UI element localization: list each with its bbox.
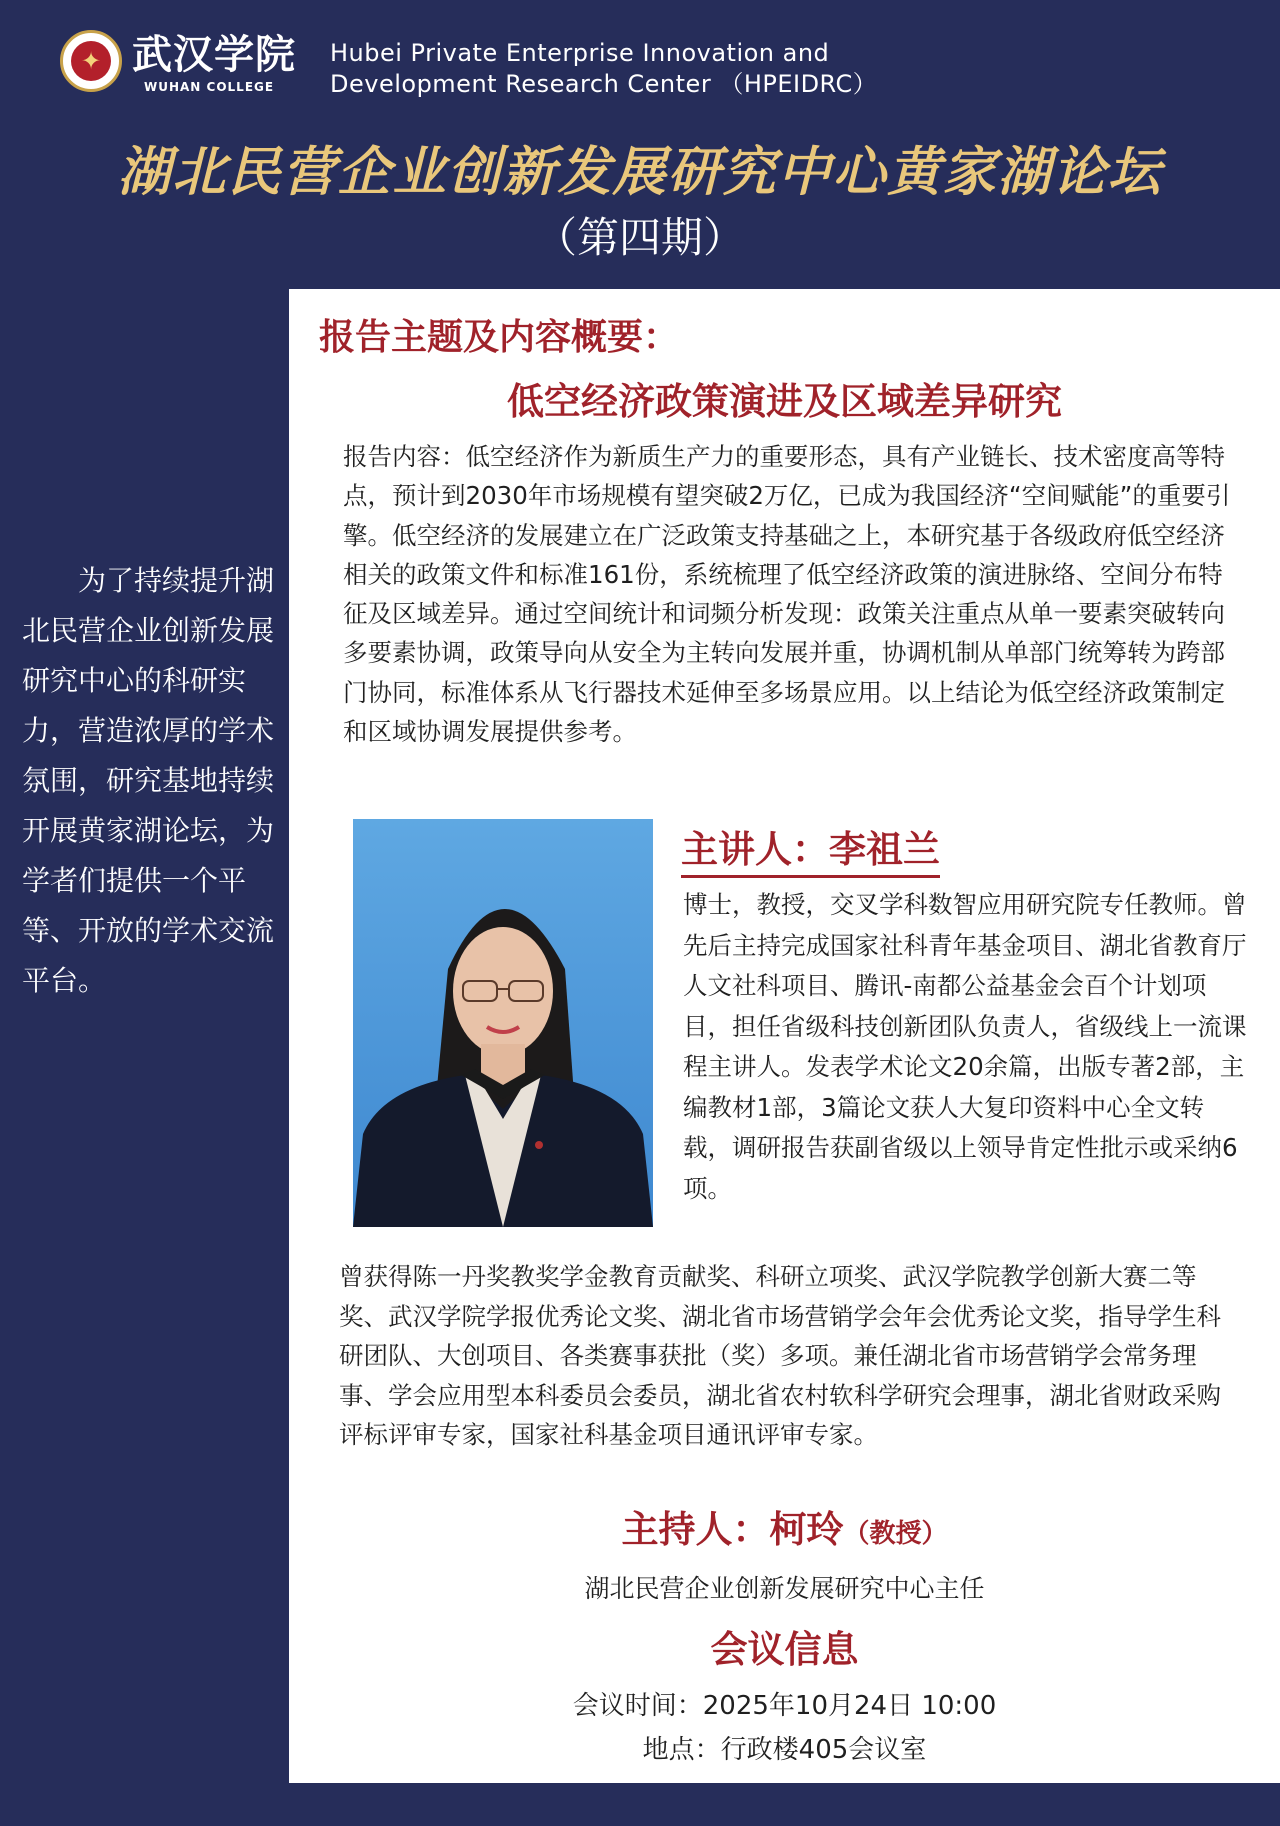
content-card <box>289 289 1280 1783</box>
host-rank: （教授） <box>843 1519 948 1549</box>
college-emblem-icon <box>60 30 122 92</box>
host-name: 主持人：柯玲 <box>621 1508 844 1551</box>
meeting-time: 会议时间：2025年10月24日 10:00 <box>572 1691 997 1721</box>
research-center-english-name <box>330 38 877 100</box>
emblem-star-icon: ✦ <box>71 41 111 81</box>
center-en-line2: Development Research Center （HPEIDRC） <box>330 70 878 98</box>
speaker-photo <box>353 819 653 1227</box>
college-logo-english: WUHAN COLLEGE <box>144 80 275 94</box>
header <box>0 0 1280 290</box>
report-section-heading: 报告主题及内容概要： <box>319 317 680 358</box>
host-description: 湖北民营企业创新发展研究中心主任 <box>584 1574 985 1603</box>
speaker-awards: 曾获得陈一丹奖教奖学金教育贡献奖、科研立项奖、武汉学院教学创新大赛二等奖、武汉学院学报优秀论文奖、湖北省市场营销学会年会优秀论文奖，指导学生科研团队、大创项目、各类赛事获批（奖）多项。兼任湖北省市场营销学会常务理事、学会应用型本科委员会委员，湖北省农村软科学研究会理事，湖北省财政采购评标评审专家，国家社科基金项目通讯评审专家。 <box>339 1262 1221 1449</box>
report-summary: 报告内容：低空经济作为新质生产力的重要形态，具有产业链长、技术密度高等特点，预计到2030年市场规模有望突破2万亿，已成为我国经济“空间赋能”的重要引擎。低空经济的发展建立在广泛政策支持基础之上，本研究基于各级政府低空经济相关的政策文件和标准161份，系统梳理了低空经济政策的演进脉络、空间分布特征及区域差异。通过空间统计和词频分析发现：政策关注重点从单一要素突破转向多要素协调，政策导向从安全为主转向发展并重，协调机制从单部门统筹转为跨部门协同，标准体系从飞行器技术延伸至多场景应用。以上结论为低空经济政策制定和区域协调发展提供参考。 <box>343 442 1231 747</box>
host-heading <box>289 1499 1280 1553</box>
sidebar-intro: 为了持续提升湖北民营企业创新发展研究中心的科研实力，营造浓厚的学术氛围，研究基地持续开展黄家湖论坛，为学者们提供一个平等、开放的学术交流平台。 <box>22 564 275 997</box>
report-title: 低空经济政策演进及区域差异研究 <box>507 380 1062 423</box>
center-en-line1: Hubei Private Enterprise Innovation and <box>330 39 830 67</box>
meeting-info-heading: 会议信息 <box>710 1628 859 1671</box>
college-logo-name: 武汉学院 <box>132 32 296 78</box>
speaker-bio: 博士，教授，交叉学科数智应用研究院专任教师。曾先后主持完成国家社科青年基金项目、湖北省教育厅人文社科项目、腾讯-南都公益基金会百个计划项目，担任省级科技创新团队负责人，省级线上一流课程主讲人。发表学术论文20余篇，出版专著2部，主编教材1部，3篇论文获人大复印资料中心全文转载，调研报告获副省级以上领导肯定性批示或采纳6项。 <box>683 890 1247 1203</box>
speaker-name: 主讲人：李祖兰 <box>681 819 940 878</box>
issue-number: （第四期） <box>534 213 745 262</box>
meeting-place: 地点：行政楼405会议室 <box>642 1735 927 1765</box>
forum-title: 湖北民营企业创新发展研究中心黄家湖论坛 <box>117 141 1163 203</box>
